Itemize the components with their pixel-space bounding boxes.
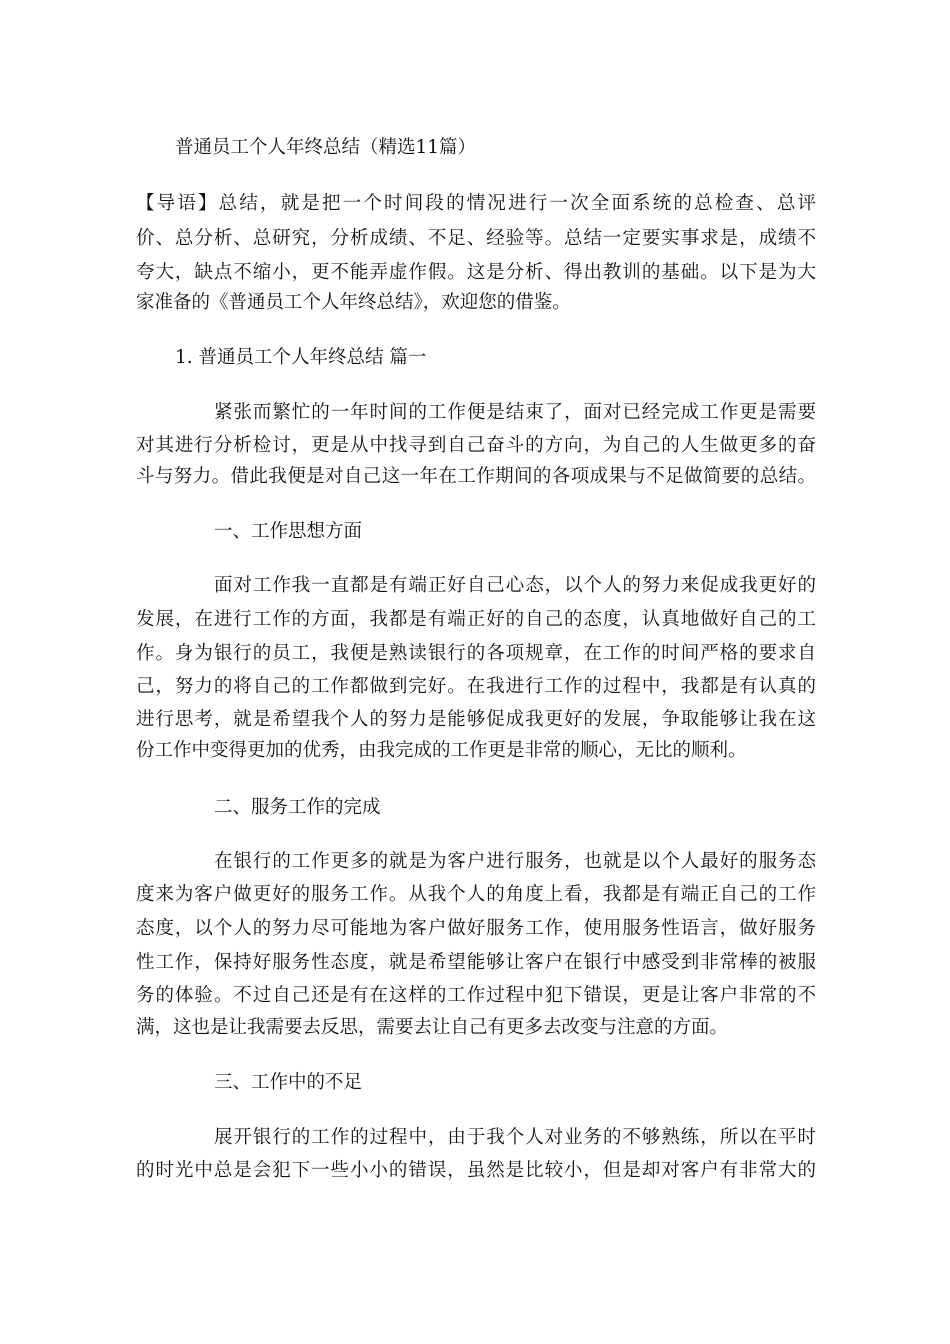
intro-line: 夸大，缺点不缩小，更不能弄虚作假。这是分析、得出教训的基础。以下是为大 [136, 262, 816, 283]
intro-line: 家准备的《普通员工个人年终总结》，欢迎您的借鉴。 [136, 292, 571, 313]
section-heading-3: 三、工作中的不足 [214, 1072, 363, 1093]
paragraph-line: 紧张而繁忙的一年时间的工作便是结束了，面对已经完成工作更是需要 [214, 402, 816, 423]
paragraph-line: 己，努力的将自己的工作都做到完好。在我进行工作的过程中，我都是有认真的 [136, 676, 816, 697]
paragraph-line: 度来为客户做更好的服务工作。从我个人的角度上看，我都是有端正自己的工作 [136, 884, 816, 905]
section-heading-2: 二、服务工作的完成 [214, 797, 381, 818]
article-heading: 1. 普通员工个人年终总结 篇一 [175, 347, 427, 368]
document-title: 普通员工个人年终总结（精选11篇） [175, 137, 477, 158]
paragraph-line: 性工作，保持好服务性态度，就是希望能够让客户在银行中感受到非常棒的被服 [136, 952, 816, 973]
paragraph-line: 进行思考，就是希望我个人的努力是能够促成我更好的发展，争取能够让我在这 [136, 709, 816, 730]
paragraph-line: 展开银行的工作的过程中，由于我个人对业务的不够熟练，所以在平时 [214, 1127, 816, 1148]
section-heading-1: 一、工作思想方面 [214, 521, 363, 542]
paragraph-line: 面对工作我一直都是有端正好自己心态，以个人的努力来促成我更好的 [214, 575, 816, 596]
paragraph-line: 在银行的工作更多的就是为客户进行服务，也就是以个人最好的服务态 [214, 851, 816, 872]
intro-line: 【导语】总结，就是把一个时间段的情况进行一次全面系统的总检查、总评 [136, 193, 816, 214]
paragraph-line: 满，这也是让我需要去反思，需要去让自己有更多去改变与注意的方面。 [136, 1017, 729, 1038]
paragraph-line: 发展，在进行工作的方面，我都是有端正好的自己的态度，认真地做好自己的工 [136, 609, 816, 630]
paragraph-line: 对其进行分析检讨，更是从中找寻到自己奋斗的方向，为自己的人生做更多的奋 [136, 435, 816, 456]
paragraph-line: 态度，以个人的努力尽可能地为客户做好服务工作，使用服务性语言，做好服务 [136, 918, 816, 939]
paragraph-line: 份工作中变得更加的优秀，由我完成的工作更是非常的顺心，无比的顺利。 [136, 740, 747, 761]
paragraph-line: 的时光中总是会犯下一些小小的错误，虽然是比较小，但是却对客户有非常大的 [136, 1160, 816, 1181]
intro-line: 价、总分析、总研究，分析成绩、不足、经验等。总结一定要实事求是，成绩不 [136, 228, 816, 249]
paragraph-line: 务的体验。不过自己还是有在这样的工作过程中犯下错误，更是让客户非常的不 [136, 985, 816, 1006]
paragraph-line: 斗与努力。借此我便是对自己这一年在工作期间的各项成果与不足做简要的总结。 [136, 466, 816, 487]
paragraph-line: 作。身为银行的员工，我便是熟读银行的各项规章，在工作的时间严格的要求自 [136, 643, 816, 664]
